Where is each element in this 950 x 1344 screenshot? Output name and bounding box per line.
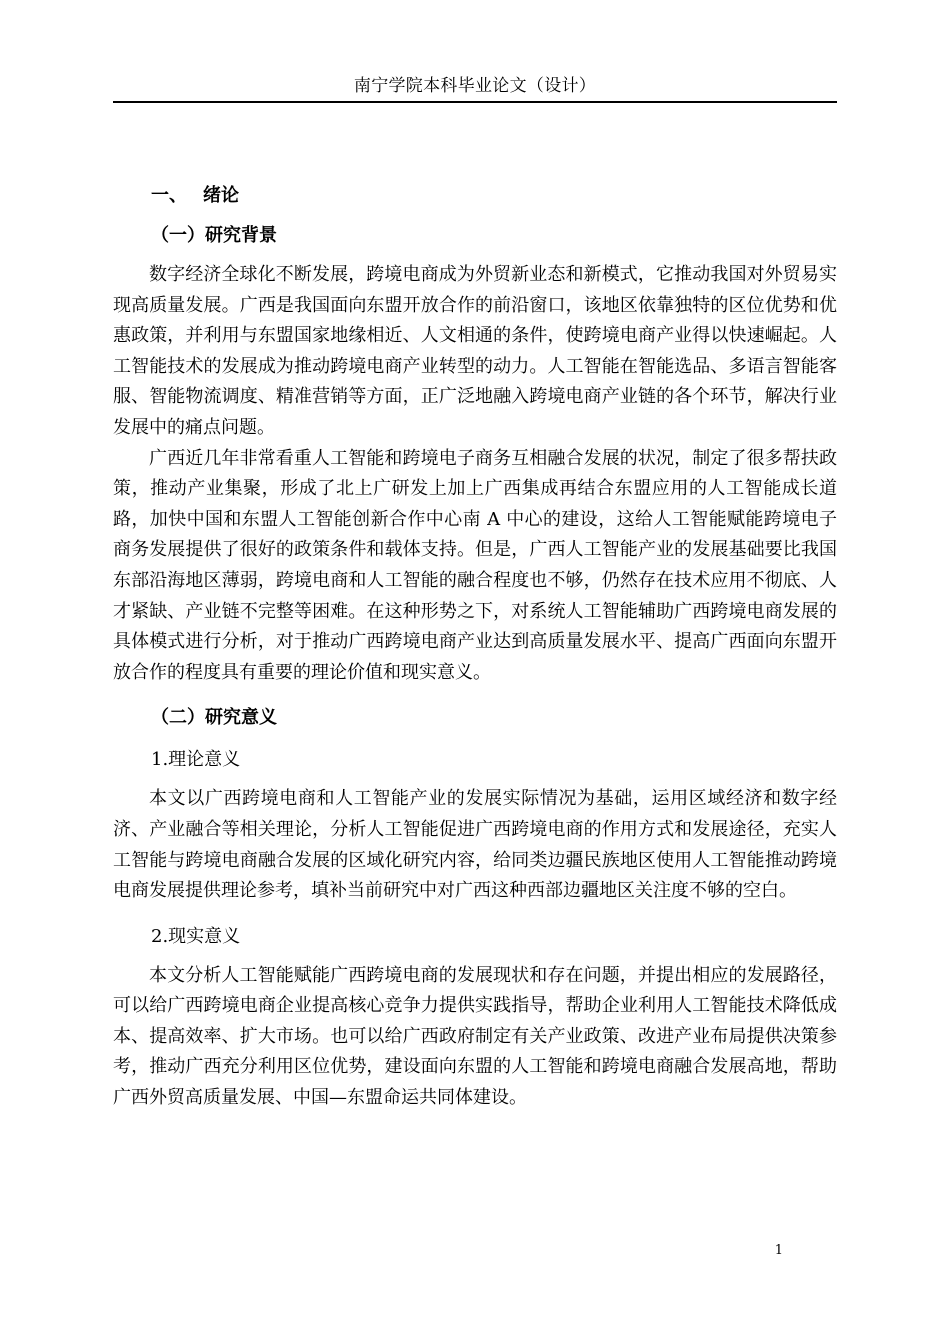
paragraph-background-1: 数字经济全球化不断发展，跨境电商成为外贸新业态和新模式，它推动我国对外贸易实现高质量发展。广西是我国面向东盟开放合作的前沿窗口，该地区依靠独特的区位优势和优惠政策，并利用与东盟国家地缘相近、人文相通的条件，使跨境电商产业得以快速崛起。人工智能技术的发展成为推动跨境电商产业转型的动力。人工智能在智能选品、多语言智能客服、智能物流调度、精准营销等方面，正广泛地融入跨境电商产业链的各个环节，解决行业发展中的痛点问题。 [113,264,837,438]
header-rule [113,101,837,103]
paragraph-background-2: 广西近几年非常看重人工智能和跨境电子商务互相融合发展的状况，制定了很多帮扶政策，推动产业集聚，形成了北上广研发上加上广西集成再结合东盟应用的人工智能成长道路，加快中国和东盟人工智能创新合作中心南 A 中心的建设，这给人工智能赋能跨境电子商务发展提供了很好的政策条件和载体支持。但是，广西人工智能产业的发展基础要比我国东部沿海地区薄弱，跨境电商和人工智能的融合程度也不够，仍然存在技术应用不彻底、人才紧缺、产业链不完整等困难。在这种形势之下，对系统人工智能辅助广西跨境电商发展的具体模式进行分析，对于推动广西跨境电商产业达到高质量发展水平、提高广西面向东盟开放合作的程度具有重要的理论价值和现实意义。 [113,447,837,683]
chapter-heading [151,178,837,214]
paragraph-theory: 本文以广西跨境电商和人工智能产业的发展实际情况为基础，运用区域经济和数字经济、产业融合等相关理论，分析人工智能促进广西跨境电商的作用方式和发展途径，充实人工智能与跨境电商融合发展的区域化研究内容，给同类边疆民族地区使用人工智能推动跨境电商发展提供理论参考，填补当前研究中对广西这种西部边疆地区关注度不够的空白。 [113,788,837,902]
running-header: 南宁学院本科毕业论文（设计） [353,76,597,96]
section-heading-significance: （二）研究意义 [151,707,277,729]
page-content [113,178,837,1114]
subsection-heading-theory: 1.理论意义 [151,749,241,771]
chapter-number: 一、 [151,185,187,206]
chapter-title: 绪论 [203,185,239,206]
page-number: 1 [774,1243,783,1258]
subsection-heading-practice: 2.现实意义 [151,925,241,947]
paragraph-practice: 本文分析人工智能赋能广西跨境电商的发展现状和存在问题，并提出相应的发展路径，可以给广西跨境电商企业提高核心竞争力提供实践指导，帮助企业利用人工智能技术降低成本、提高效率、扩大市场。也可以给广西政府制定有关产业政策、改进产业布局提供决策参考，推动广西充分利用区位优势，建设面向东盟的人工智能和跨境电商融合发展高地，帮助广西外贸高质量发展、中国—东盟命运共同体建设。 [113,964,837,1109]
section-heading-background: （一）研究背景 [151,225,277,246]
